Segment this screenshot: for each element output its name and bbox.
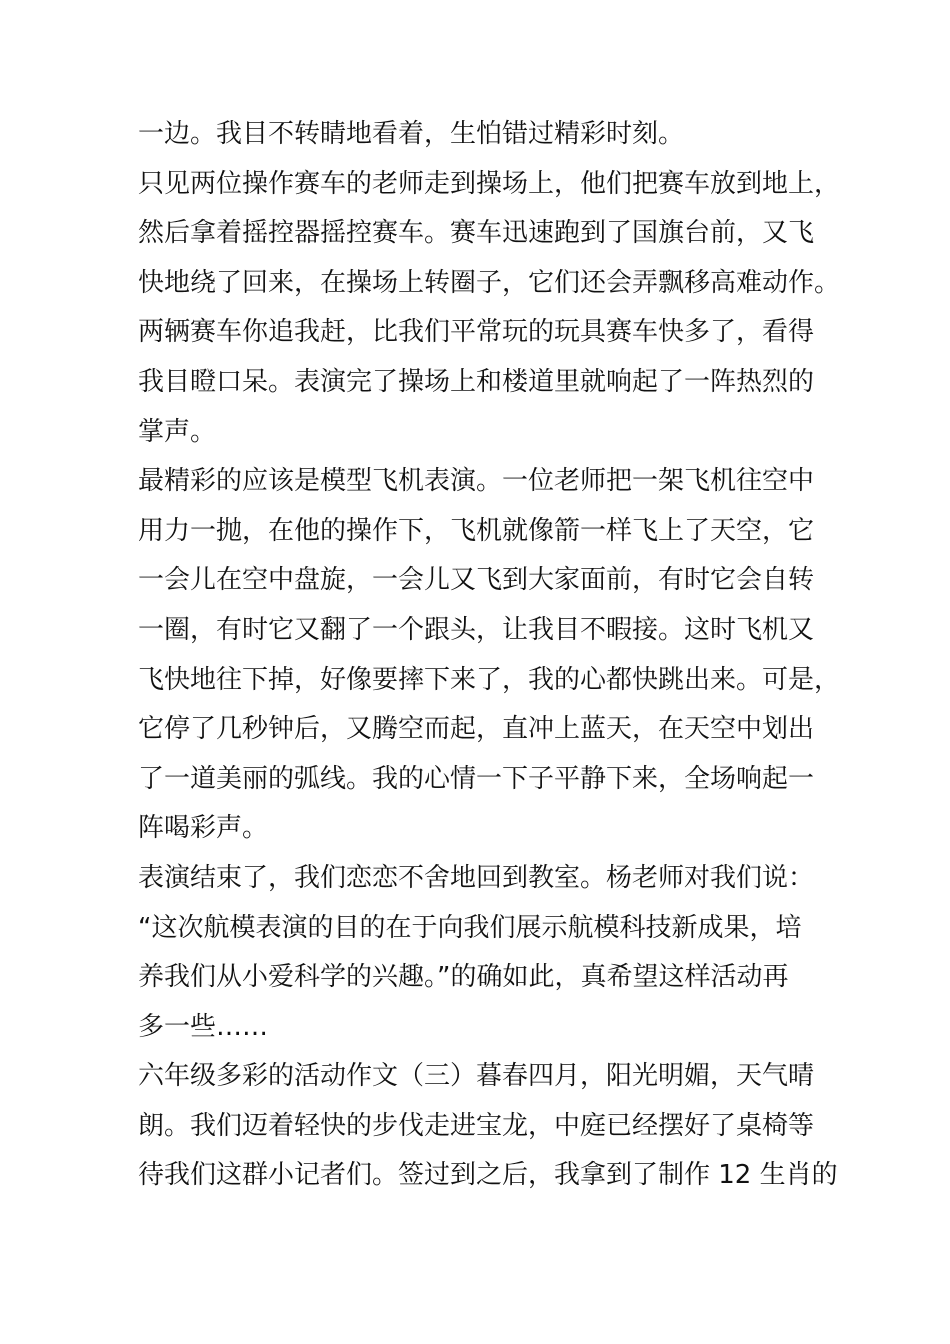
text-line: 一会儿在空中盘旋，一会儿又飞到大家面前，有时它会自转	[138, 565, 815, 596]
text-line: 表演结束了，我们恋恋不舍地回到教室。杨老师对我们说：	[138, 862, 815, 893]
text-line: 我目瞪口呆。表演完了操场上和楼道里就响起了一阵热烈的	[138, 366, 815, 397]
text-line: 六年级多彩的活动作文（三）暮春四月，阳光明媚，天气晴	[138, 1061, 815, 1092]
text-line: 它停了几秒钟后，又腾空而起，直冲上蓝天，在天空中划出	[138, 714, 815, 745]
text-line: 掌声。	[138, 416, 217, 447]
document-body-text	[138, 110, 841, 1201]
text-line: 阵喝彩声。	[138, 813, 269, 844]
text-line: 用力一抛，在他的操作下，飞机就像箭一样飞上了天空，它	[138, 515, 815, 546]
text-line: 快地绕了回来，在操场上转圈子，它们还会弄飘移高难动作。	[138, 267, 841, 298]
text-line: 一边。我目不转睛地看着，生怕错过精彩时刻。	[138, 119, 685, 149]
text-line: 待我们这群小记者们。签过到之后，我拿到了制作 12 生肖的	[138, 1160, 838, 1191]
text-line: 朗。我们迈着轻快的步伐走进宝龙，中庭已经摆好了桌椅等	[138, 1110, 815, 1141]
text-line: “这次航模表演的目的在于向我们展示航模科技新成果，培	[138, 912, 802, 943]
text-line: 两辆赛车你追我赶，比我们平常玩的玩具赛车快多了，看得	[138, 317, 815, 348]
text-line: 养我们从小爱科学的兴趣。”的确如此，真希望这样活动再	[138, 962, 789, 993]
text-line: 多一些……	[138, 1011, 269, 1042]
text-line: 了一道美丽的弧线。我的心情一下子平静下来，全场响起一	[138, 763, 815, 794]
text-line: 飞快地往下掉，好像要摔下来了，我的心都快跳出来。可是，	[138, 664, 841, 695]
text-line: 然后拿着摇控器摇控赛车。赛车迅速跑到了国旗台前，又飞	[138, 218, 815, 249]
text-line: 一圈，有时它又翻了一个跟头，让我目不暇接。这时飞机又	[138, 614, 815, 645]
text-line: 只见两位操作赛车的老师走到操场上，他们把赛车放到地上，	[138, 168, 841, 199]
text-line: 最精彩的应该是模型飞机表演。一位老师把一架飞机往空中	[138, 466, 815, 497]
